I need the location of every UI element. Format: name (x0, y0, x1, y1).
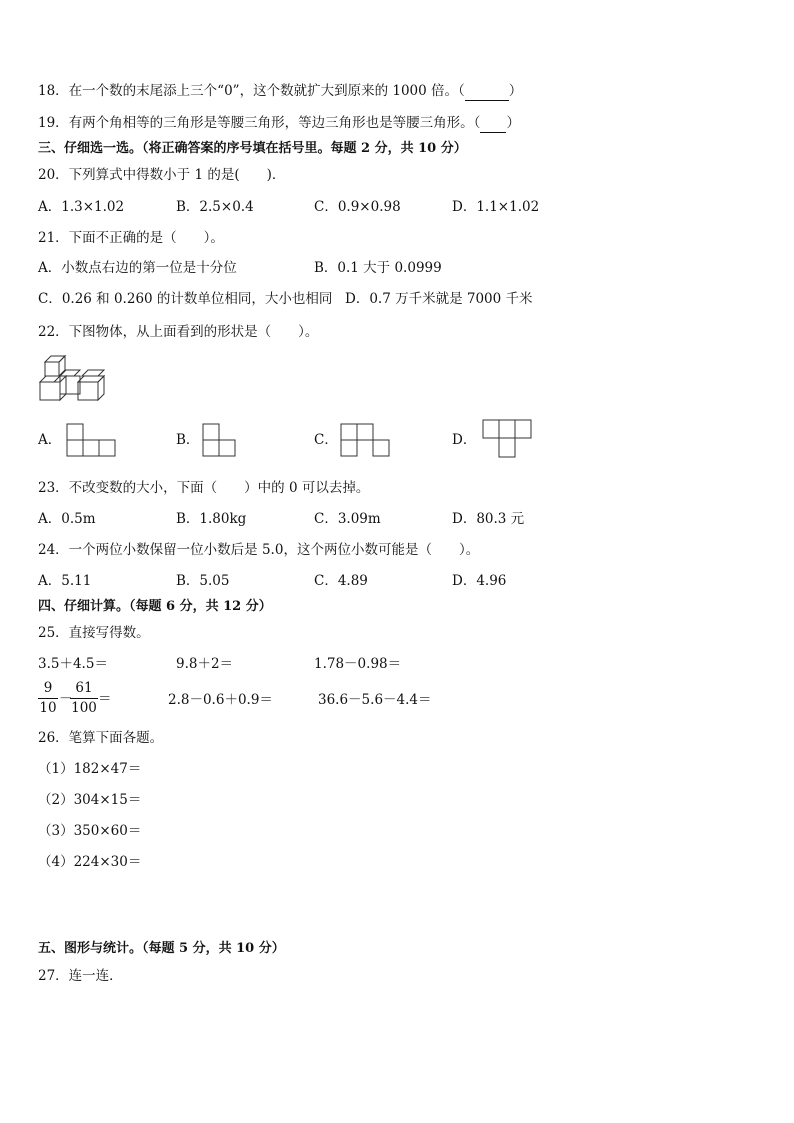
q22-shape-c (340, 423, 390, 457)
question-22-stem: 22．下图物体，从上面看到的形状是（ ）。 (38, 324, 319, 340)
section-5-heading: 五、图形与统计。（每题 5 分，共 10 分） (38, 941, 285, 956)
cube-stack-figure (38, 350, 110, 402)
question-21-stem: 21．下面不正确的是（ ）。 (38, 230, 224, 246)
question-24-stem: 24．一个两位小数保留一位小数后是 5.0，这个两位小数可能是（ ）。 (38, 542, 480, 558)
q23-option-d[interactable]: D．80.3 元 (452, 511, 525, 527)
q25-fraction-a (38, 680, 58, 717)
q26-item-2: （2）304×15＝ (38, 792, 142, 808)
section-4-heading: 四、仔细计算。（每题 6 分，共 12 分） (38, 599, 272, 614)
q20-option-a[interactable]: A．1.3×1.02 (38, 199, 125, 215)
q24-option-c[interactable]: C．4.89 (314, 573, 368, 589)
question-19-close: ） (506, 115, 520, 131)
q24-option-a[interactable]: A．5.11 (38, 573, 92, 589)
q23-option-b[interactable]: B．1.80kg (176, 511, 247, 527)
fraction-b-denominator: 100 (71, 700, 97, 716)
q25-item-5: 2.8－0.6＋0.9＝ (168, 692, 273, 708)
q22-shape-b (202, 423, 236, 457)
q20-option-c[interactable]: C．0.9×0.98 (314, 199, 401, 215)
question-19-text: 19．有两个角相等的三角形是等腰三角形，等边三角形也是等腰三角形。（ (38, 115, 481, 131)
q24-option-b[interactable]: B．5.05 (176, 573, 230, 589)
q22-option-a[interactable]: A． (38, 432, 62, 448)
q25-minus: － (59, 691, 73, 707)
question-18 (38, 82, 522, 101)
q22-option-c[interactable]: C． (314, 432, 338, 448)
q25-item-1: 3.5＋4.5＝ (38, 656, 108, 672)
question-23-stem: 23．不改变数的大小，下面（ ）中的 0 可以去掉。 (38, 480, 370, 496)
question-26-stem: 26．笔算下面各题。 (38, 730, 164, 746)
q21-option-a[interactable]: A．小数点右边的第一位是十分位 (38, 260, 237, 276)
q21-option-c[interactable]: C．0.26 和 0.260 的计数单位相同，大小也相同 (38, 291, 333, 307)
question-18-close: ） (508, 83, 523, 99)
q20-option-b[interactable]: B．2.5×0.4 (176, 199, 254, 215)
q26-item-3: （3）350×60＝ (38, 823, 142, 839)
question-25-stem: 25．直接写得数。 (38, 625, 150, 641)
q25-item-3: 1.78－0.98＝ (314, 656, 402, 672)
answer-blank-18[interactable] (465, 82, 509, 101)
q21-option-b[interactable]: B．0.1 大于 0.0999 (314, 260, 442, 276)
fraction-a-numerator: 9 (43, 680, 53, 696)
answer-blank-19[interactable] (480, 114, 506, 133)
fraction-a-bar (38, 698, 58, 699)
q21-option-d[interactable]: D．0.7 万千米就是 7000 千米 (345, 291, 533, 307)
question-19 (38, 114, 520, 133)
q23-option-c[interactable]: C．3.09m (314, 511, 381, 527)
section-3-heading: 三、仔细选一选。（将正确答案的序号填在括号里。每题 2 分，共 10 分） (38, 141, 467, 156)
q25-item-6: 36.6－5.6－4.4＝ (318, 692, 432, 708)
q25-fraction-b (70, 680, 98, 717)
question-18-text: 18．在一个数的末尾添上三个“0”，这个数就扩大到原来的 1000 倍。（ (38, 83, 465, 99)
q25-item-2: 9.8＋2＝ (176, 656, 234, 672)
fraction-b-bar (70, 698, 98, 699)
q24-option-d[interactable]: D．4.96 (452, 573, 507, 589)
q22-option-d[interactable]: D． (452, 432, 477, 448)
q22-shape-d (482, 419, 532, 459)
q23-option-a[interactable]: A．0.5m (38, 511, 96, 527)
question-27-stem: 27．连一连． (38, 968, 123, 984)
q26-item-4: （4）224×30＝ (38, 854, 142, 870)
q22-shape-a (66, 423, 116, 457)
q26-item-1: （1）182×47＝ (38, 761, 142, 777)
fraction-a-denominator: 10 (39, 700, 57, 716)
q20-option-d[interactable]: D．1.1×1.02 (452, 199, 540, 215)
q25-equals: ＝ (98, 691, 112, 707)
q22-option-b[interactable]: B． (176, 432, 200, 448)
question-20-stem: 20．下列算式中得数小于 1 的是( )． (38, 167, 286, 183)
fraction-b-numerator: 61 (75, 680, 93, 696)
